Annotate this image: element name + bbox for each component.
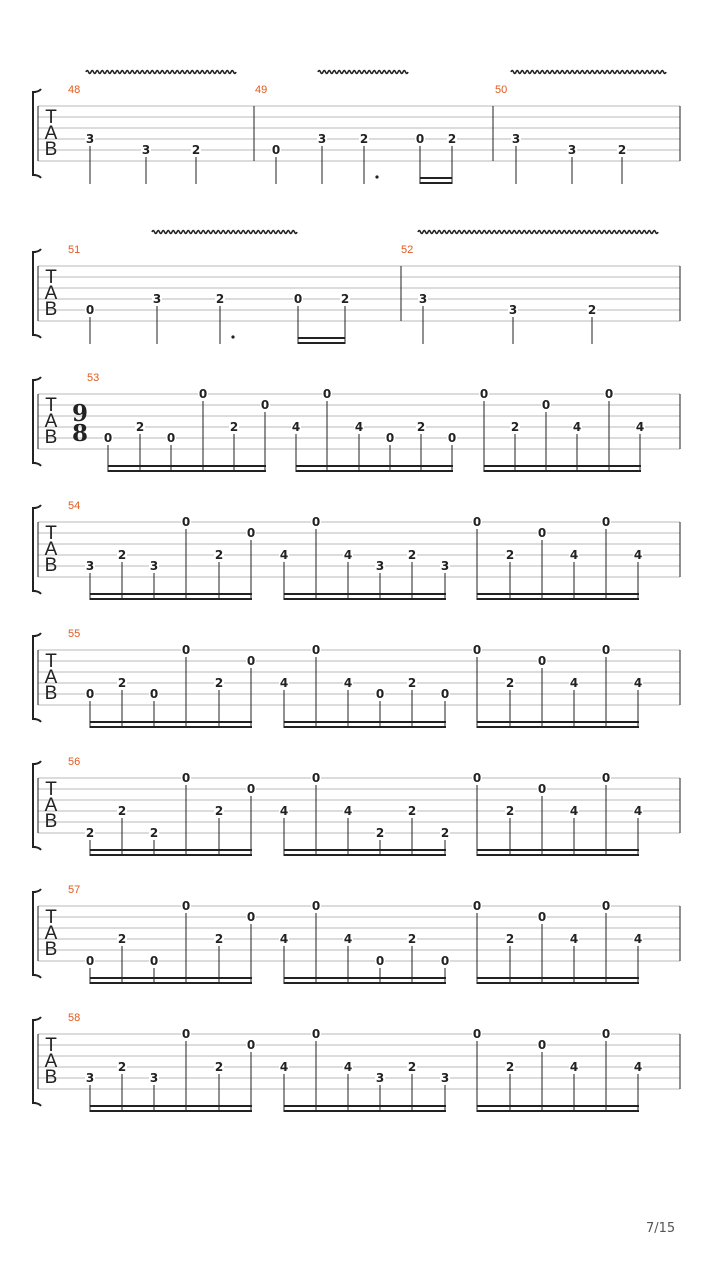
fret-number: 3 [149, 1071, 159, 1085]
fret-number: 0 [246, 1038, 256, 1052]
beam [298, 337, 345, 339]
tab-clef-letter: B [44, 427, 58, 448]
vibrato-mark [418, 231, 658, 234]
bracket-hook [33, 1103, 41, 1106]
beam [284, 977, 446, 979]
beam [90, 593, 252, 595]
tab-clef-letter: B [44, 811, 58, 832]
fret-number: 0 [166, 431, 176, 445]
fret-number: 0 [103, 431, 113, 445]
fret-number: 3 [149, 559, 159, 573]
fret-number: 2 [359, 132, 369, 146]
tab-clef-letter: A [44, 667, 58, 688]
fret-number: 2 [149, 826, 159, 840]
fret-number: 0 [246, 526, 256, 540]
beam [420, 182, 452, 184]
bracket-hook [33, 591, 41, 594]
beam [284, 849, 446, 851]
fret-number: 4 [569, 1060, 579, 1074]
fret-number: 2 [191, 143, 201, 157]
fret-number: 0 [447, 431, 457, 445]
fret-number: 0 [440, 687, 450, 701]
tab-clef-letter: T [45, 779, 57, 800]
fret-number: 0 [472, 899, 482, 913]
fret-number: 0 [198, 387, 208, 401]
beam [284, 726, 446, 728]
tab-clef-letter: A [44, 539, 58, 560]
beam [90, 854, 252, 856]
fret-number: 0 [311, 515, 321, 529]
bracket-hook [33, 377, 41, 380]
fret-number: 4 [633, 804, 643, 818]
measure-number: 57 [68, 884, 81, 896]
fret-number: 2 [505, 932, 515, 946]
fret-number: 2 [407, 548, 417, 562]
beam [284, 598, 446, 600]
fret-number: 2 [214, 932, 224, 946]
fret-number: 0 [311, 771, 321, 785]
bracket-hook [33, 1017, 41, 1020]
fret-number: 4 [633, 932, 643, 946]
tab-clef-letter: T [45, 651, 57, 672]
fret-number: 3 [85, 559, 95, 573]
measure-number: 58 [68, 1012, 81, 1024]
bracket-hook [33, 975, 41, 978]
measure-number: 53 [87, 372, 100, 384]
beam [284, 1105, 446, 1107]
bracket-hook [33, 463, 41, 466]
tab-clef-letter: T [45, 523, 57, 544]
beam [477, 977, 639, 979]
fret-number: 0 [601, 515, 611, 529]
fret-number: 0 [322, 387, 332, 401]
fret-number: 4 [279, 548, 289, 562]
system-bracket [33, 1020, 36, 1103]
fret-number: 0 [385, 431, 395, 445]
fret-number: 4 [279, 676, 289, 690]
beam [296, 465, 453, 467]
fret-number: 3 [511, 132, 521, 146]
fret-number: 4 [569, 932, 579, 946]
tab-clef-letter: B [44, 139, 58, 160]
tab-clef-letter: A [44, 923, 58, 944]
fret-number: 0 [604, 387, 614, 401]
fret-number: 4 [569, 676, 579, 690]
fret-number: 0 [440, 954, 450, 968]
measure-number: 48 [68, 84, 81, 96]
beam [90, 1105, 252, 1107]
beam [108, 465, 266, 467]
fret-number: 0 [260, 398, 270, 412]
fret-number: 0 [181, 771, 191, 785]
system-bracket [33, 764, 36, 847]
fret-number: 4 [569, 548, 579, 562]
fret-number: 0 [85, 954, 95, 968]
fret-number: 3 [567, 143, 577, 157]
vibrato-mark [152, 231, 297, 234]
beam [108, 470, 266, 472]
fret-number: 0 [293, 292, 303, 306]
fret-number: 0 [181, 515, 191, 529]
fret-number: 0 [472, 643, 482, 657]
fret-number: 0 [601, 899, 611, 913]
beam [484, 465, 641, 467]
fret-number: 3 [375, 559, 385, 573]
system-bracket [33, 380, 36, 463]
time-signature-bottom: 8 [71, 420, 89, 447]
fret-number: 0 [181, 643, 191, 657]
bracket-hook [33, 761, 41, 764]
measure-number: 55 [68, 628, 81, 640]
beam [477, 726, 639, 728]
fret-number: 4 [633, 1060, 643, 1074]
beam [477, 982, 639, 984]
fret-number: 4 [354, 420, 364, 434]
beam [90, 721, 252, 723]
fret-number: 2 [340, 292, 350, 306]
fret-number: 2 [510, 420, 520, 434]
fret-number: 3 [508, 303, 518, 317]
beam [420, 177, 452, 179]
fret-number: 2 [117, 676, 127, 690]
beam [477, 854, 639, 856]
beam [284, 854, 446, 856]
bracket-hook [33, 505, 41, 508]
fret-number: 0 [601, 771, 611, 785]
fret-number: 2 [505, 804, 515, 818]
vibrato-mark [86, 71, 236, 74]
tab-clef-letter: T [45, 907, 57, 928]
tab-clef-letter: A [44, 283, 58, 304]
fret-number: 2 [85, 826, 95, 840]
measure-number: 56 [68, 756, 81, 768]
tab-clef-letter: T [45, 1035, 57, 1056]
page-number: 7/15 [646, 1221, 676, 1236]
tab-clef-letter: A [44, 795, 58, 816]
bracket-hook [33, 719, 41, 722]
beam [477, 593, 639, 595]
measure-number: 49 [255, 84, 268, 96]
measure-number: 54 [68, 500, 81, 512]
fret-number: 0 [181, 1027, 191, 1041]
vibrato-mark [511, 71, 666, 74]
tab-clef-letter: T [45, 395, 57, 416]
fret-number: 4 [635, 420, 645, 434]
fret-number: 2 [117, 548, 127, 562]
fret-number: 2 [214, 804, 224, 818]
fret-number: 4 [633, 548, 643, 562]
system-bracket [33, 508, 36, 591]
fret-number: 0 [311, 643, 321, 657]
fret-number: 0 [311, 899, 321, 913]
fret-number: 4 [343, 1060, 353, 1074]
fret-number: 3 [85, 132, 95, 146]
beam [484, 470, 641, 472]
bracket-hook [33, 335, 41, 338]
fret-number: 0 [181, 899, 191, 913]
fret-number: 2 [215, 292, 225, 306]
beam [90, 726, 252, 728]
tab-clef-letter: T [45, 107, 57, 128]
fret-number: 3 [440, 559, 450, 573]
tab-clef-letter: A [44, 123, 58, 144]
dot [231, 335, 234, 338]
fret-number: 0 [601, 643, 611, 657]
beam [284, 982, 446, 984]
fret-number: 4 [343, 548, 353, 562]
fret-number: 0 [537, 1038, 547, 1052]
beam [298, 342, 345, 344]
fret-number: 0 [472, 1027, 482, 1041]
fret-number: 0 [472, 771, 482, 785]
beam [477, 721, 639, 723]
fret-number: 2 [407, 932, 417, 946]
fret-number: 4 [633, 676, 643, 690]
tab-clef-letter: B [44, 1067, 58, 1088]
fret-number: 0 [537, 526, 547, 540]
fret-number: 3 [440, 1071, 450, 1085]
fret-number: 2 [440, 826, 450, 840]
tab-clef-letter: B [44, 299, 58, 320]
beam [284, 721, 446, 723]
fret-number: 2 [447, 132, 457, 146]
fret-number: 0 [85, 303, 95, 317]
fret-number: 2 [407, 804, 417, 818]
fret-number: 3 [85, 1071, 95, 1085]
fret-number: 4 [343, 676, 353, 690]
bracket-hook [33, 249, 41, 252]
fret-number: 2 [505, 676, 515, 690]
beam [90, 849, 252, 851]
beam [90, 977, 252, 979]
tab-clef-letter: B [44, 939, 58, 960]
fret-number: 0 [246, 654, 256, 668]
beam [90, 1110, 252, 1112]
fret-number: 0 [537, 782, 547, 796]
fret-number: 2 [375, 826, 385, 840]
fret-number: 2 [505, 548, 515, 562]
bracket-hook [33, 889, 41, 892]
beam [90, 598, 252, 600]
fret-number: 0 [85, 687, 95, 701]
fret-number: 4 [343, 932, 353, 946]
fret-number: 2 [214, 676, 224, 690]
dot [375, 175, 378, 178]
fret-number: 0 [541, 398, 551, 412]
fret-number: 2 [407, 676, 417, 690]
fret-number: 4 [279, 804, 289, 818]
fret-number: 3 [418, 292, 428, 306]
beam [284, 1110, 446, 1112]
tab-clef-letter: A [44, 1051, 58, 1072]
fret-number: 3 [141, 143, 151, 157]
fret-number: 0 [311, 1027, 321, 1041]
fret-number: 2 [229, 420, 239, 434]
bracket-hook [33, 847, 41, 850]
fret-number: 2 [214, 1060, 224, 1074]
beam [477, 1110, 639, 1112]
fret-number: 3 [317, 132, 327, 146]
fret-number: 0 [375, 954, 385, 968]
fret-number: 3 [375, 1071, 385, 1085]
beam [296, 470, 453, 472]
fret-number: 4 [343, 804, 353, 818]
fret-number: 4 [279, 932, 289, 946]
fret-number: 0 [246, 910, 256, 924]
measure-number: 50 [495, 84, 508, 96]
measure-number: 51 [68, 244, 81, 256]
fret-number: 2 [214, 548, 224, 562]
system-bracket [33, 252, 36, 335]
beam [477, 849, 639, 851]
fret-number: 4 [279, 1060, 289, 1074]
system-bracket [33, 636, 36, 719]
system-bracket [33, 892, 36, 975]
bracket-hook [33, 633, 41, 636]
beam [90, 982, 252, 984]
tab-clef-letter: A [44, 411, 58, 432]
beam [284, 593, 446, 595]
fret-number: 0 [246, 782, 256, 796]
system-bracket [33, 92, 36, 175]
fret-number: 2 [135, 420, 145, 434]
fret-number: 2 [416, 420, 426, 434]
fret-number: 0 [149, 954, 159, 968]
fret-number: 0 [601, 1027, 611, 1041]
fret-number: 2 [505, 1060, 515, 1074]
fret-number: 0 [472, 515, 482, 529]
fret-number: 0 [415, 132, 425, 146]
fret-number: 2 [117, 1060, 127, 1074]
tab-clef-letter: B [44, 555, 58, 576]
fret-number: 3 [152, 292, 162, 306]
fret-number: 0 [149, 687, 159, 701]
fret-number: 0 [537, 654, 547, 668]
fret-number: 2 [587, 303, 597, 317]
fret-number: 4 [291, 420, 301, 434]
fret-number: 4 [569, 804, 579, 818]
fret-number: 0 [479, 387, 489, 401]
bracket-hook [33, 175, 41, 178]
tab-clef-letter: T [45, 267, 57, 288]
bracket-hook [33, 89, 41, 92]
beam [477, 598, 639, 600]
time-signature-top: 9 [71, 400, 89, 427]
measure-number: 52 [401, 244, 414, 256]
fret-number: 2 [117, 932, 127, 946]
fret-number: 2 [407, 1060, 417, 1074]
fret-number: 0 [375, 687, 385, 701]
fret-number: 4 [572, 420, 582, 434]
vibrato-mark [318, 71, 408, 74]
beam [477, 1105, 639, 1107]
fret-number: 0 [271, 143, 281, 157]
fret-number: 0 [537, 910, 547, 924]
fret-number: 2 [117, 804, 127, 818]
fret-number: 2 [617, 143, 627, 157]
tab-clef-letter: B [44, 683, 58, 704]
